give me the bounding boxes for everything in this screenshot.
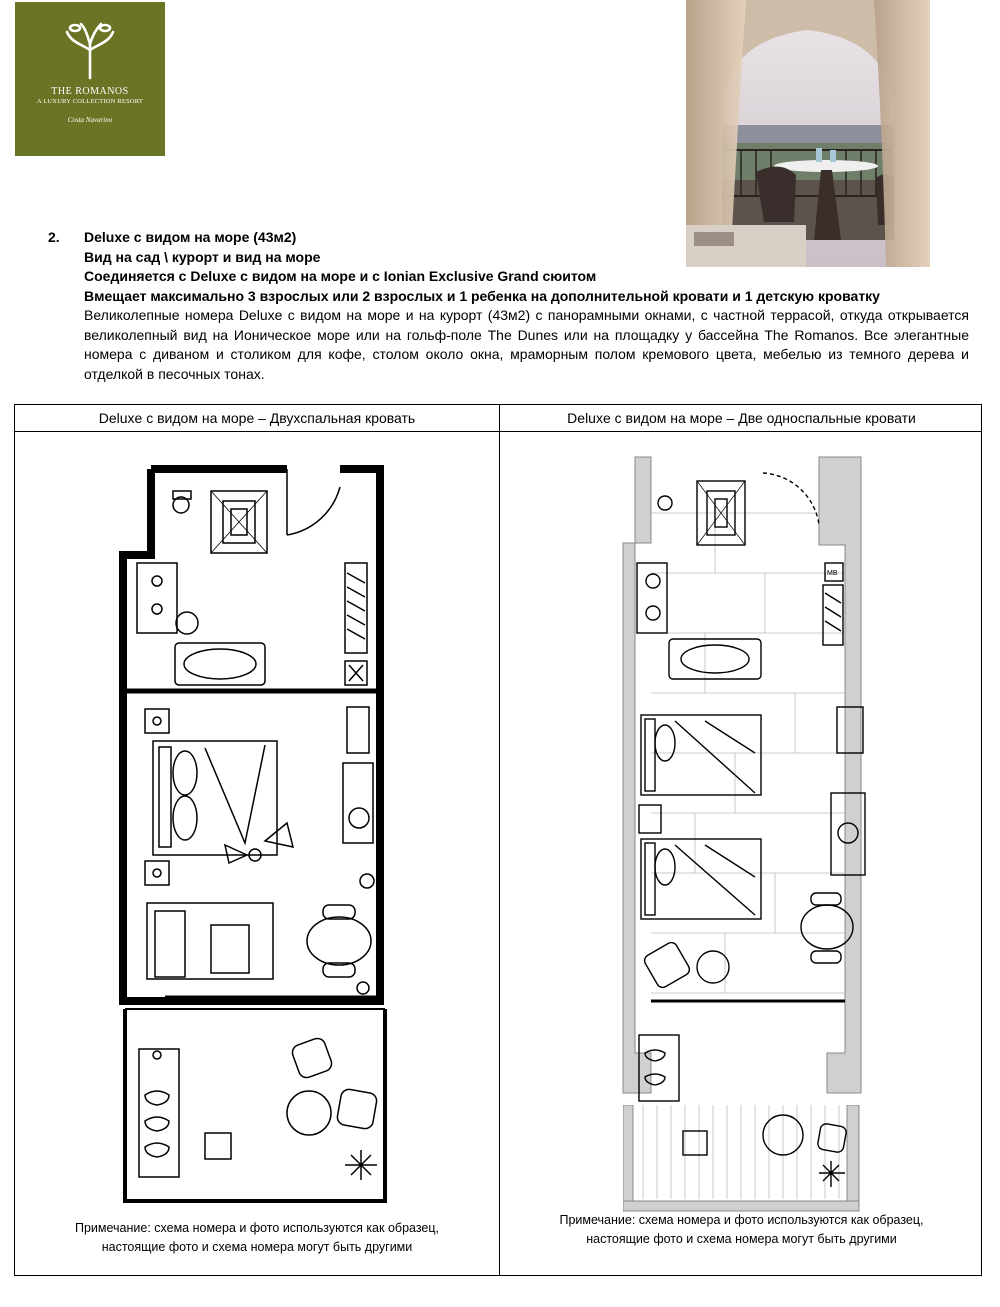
room-photo — [686, 0, 930, 267]
floorplan-twin-beds — [605, 453, 867, 1103]
left-column-header: Deluxe с видом на море – Двухспальная кровать — [98, 410, 416, 426]
left-note — [15, 1219, 499, 1257]
table-divider — [499, 405, 500, 1275]
right-note-line-2: настоящие фото и схема номера могут быть другими — [586, 1232, 897, 1246]
balcony-twin-beds — [623, 1105, 873, 1215]
balcony-double-bed — [123, 1005, 393, 1205]
table-header-rule — [15, 431, 981, 432]
left-note-line-2: настоящие фото и схема номера могут быть другими — [101, 1240, 413, 1254]
right-note — [500, 1211, 983, 1249]
brand-name: THE ROMANOS — [51, 86, 129, 97]
section-view: Вид на сад \ курорт и вид на море — [84, 248, 321, 265]
floorplan-double-bed — [115, 463, 395, 1013]
brand-location: Costa Navarino — [67, 116, 113, 124]
brand-tagline: A LUXURY COLLECTION RESORT — [36, 98, 144, 105]
right-note-line-1: Примечание: схема номера и фото используются как образец, — [559, 1213, 924, 1227]
brand-logo — [15, 2, 165, 156]
section-connects: Соединяется с Deluxe с видом на море и с Ionian Exclusive Grand сюитом — [84, 268, 597, 284]
floorplan-table — [14, 404, 982, 1276]
left-note-line-1: Примечание: схема номера и фото используются как образец, — [74, 1221, 440, 1235]
section-number: 2. — [48, 229, 60, 245]
olive-branch-icon — [63, 20, 117, 80]
minibar-label: MB — [827, 570, 838, 577]
section-title: Deluxe с видом на море (43м2) — [84, 229, 297, 245]
section-description: Великолепные номера Deluxe с видом на море и на курорт (43м2) с панорамными окнами, с частной террасой, откуда открывается великолепный вид на Ионическое море или на гольф-поле The Dunes или на площадку у бассейна The Romanos. Все элегантные номера с диваном и столиком для кофе, столом около окна, мраморным полом кремового цвета, мебелью из темного дерева и отделкой в песочных тонах. — [84, 307, 970, 382]
right-column-header: Deluxe с видом на море – Две односпальные кровати — [567, 410, 916, 426]
section-capacity: Вмещает максимально 3 взрослых или 2 взрослых и 1 ребенка на дополнительной кровати и 1 детскую кроватку — [84, 287, 880, 304]
